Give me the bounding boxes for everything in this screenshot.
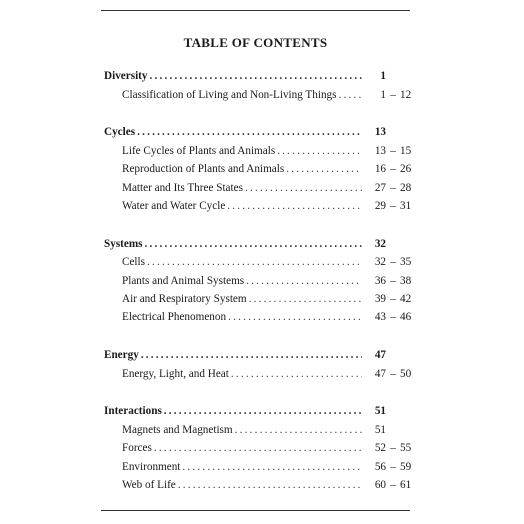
range-dash: – [390, 163, 396, 176]
entry-title: Energy, Light, and Heat [122, 367, 229, 380]
dot-leader [245, 182, 362, 194]
start-page: 27 [374, 181, 386, 194]
bottom-rule [101, 510, 410, 511]
entry-title: Cells [122, 256, 145, 269]
start-page: 1 [380, 88, 386, 101]
dot-leader [164, 405, 362, 417]
entry-title: Plants and Animal Systems [122, 274, 245, 287]
page-range [366, 126, 420, 138]
start-page: 16 [374, 163, 386, 176]
range-dash: – [390, 181, 396, 194]
section-heading-row[interactable] [104, 349, 420, 367]
end-page: 61 [400, 478, 412, 491]
entry-title: Life Cycles of Plants and Animals [122, 144, 276, 157]
page-number: 47 [374, 348, 386, 361]
dot-leader [141, 349, 362, 361]
dot-leader [150, 70, 363, 82]
page-range [366, 163, 420, 175]
dot-leader [249, 293, 362, 305]
toc-entry[interactable] [104, 163, 420, 181]
page-title: TABLE OF CONTENTS [183, 35, 328, 50]
start-page: 47 [374, 367, 386, 380]
toc-entry[interactable] [104, 424, 420, 442]
dot-leader [228, 311, 362, 323]
toc-entry[interactable] [104, 145, 420, 163]
entry-title: Forces [122, 442, 152, 455]
start-page: 52 [374, 442, 386, 455]
page-range [366, 275, 420, 287]
toc-entry[interactable] [104, 275, 420, 293]
page-range [366, 293, 420, 305]
end-page: 38 [400, 274, 412, 287]
page-number: 51 [374, 405, 386, 418]
range-dash: – [390, 274, 396, 287]
toc-section [104, 405, 420, 497]
range-dash: – [390, 460, 396, 473]
page-range [366, 145, 420, 157]
end-page: 12 [400, 88, 412, 101]
toc-entry[interactable] [104, 182, 420, 200]
toc-entry[interactable] [104, 368, 420, 386]
start-page: 43 [374, 311, 386, 324]
top-rule [101, 10, 410, 11]
toc-entry[interactable] [104, 479, 420, 497]
page-range [366, 442, 420, 454]
start-page: 36 [374, 274, 386, 287]
page-range [366, 461, 420, 473]
entry-title: Web of Life [122, 478, 176, 491]
start-page: 39 [374, 293, 386, 306]
dot-leader [227, 200, 362, 212]
entry-title: Electrical Phenomenon [122, 311, 227, 324]
end-page: 55 [400, 442, 412, 455]
section-heading-row[interactable] [104, 126, 420, 144]
range-dash: – [390, 442, 396, 455]
range-dash: – [390, 293, 396, 306]
toc-section [104, 70, 420, 107]
start-page: 32 [374, 256, 386, 269]
range-dash: – [390, 88, 396, 101]
end-page: 50 [400, 367, 412, 380]
page-number: 13 [374, 126, 386, 139]
section-heading: Interactions [104, 405, 162, 418]
page-range [366, 182, 420, 194]
dot-leader [246, 275, 362, 287]
page-range [366, 256, 420, 268]
section-heading: Energy [104, 348, 139, 361]
table-of-contents [104, 70, 420, 516]
section-heading-row[interactable] [104, 405, 420, 423]
end-page: 42 [400, 293, 412, 306]
range-dash: – [390, 311, 396, 324]
range-dash: – [390, 256, 396, 269]
dot-leader [178, 479, 362, 491]
start-page: 56 [374, 460, 386, 473]
entry-title: Environment [122, 460, 181, 473]
dot-leader [137, 126, 362, 138]
section-heading-row[interactable] [104, 238, 420, 256]
range-dash: – [390, 367, 396, 380]
page-range [366, 200, 420, 212]
toc-entry[interactable] [104, 311, 420, 329]
toc-section [104, 126, 420, 218]
end-page: 59 [400, 460, 412, 473]
dot-leader [286, 163, 362, 175]
dot-leader [147, 256, 362, 268]
page-range [366, 311, 420, 323]
page-range [366, 424, 420, 436]
section-heading-row[interactable] [104, 70, 420, 88]
toc-entry[interactable] [104, 461, 420, 479]
toc-section [104, 349, 420, 386]
toc-entry[interactable] [104, 200, 420, 218]
end-page: 46 [400, 311, 412, 324]
section-heading: Systems [104, 237, 143, 250]
entry-title: Air and Respiratory System [122, 293, 247, 306]
page-range [366, 238, 420, 250]
page-range [366, 479, 420, 491]
dot-leader [154, 442, 362, 454]
entry-title: Water and Water Cycle [122, 200, 226, 213]
toc-entry[interactable] [104, 293, 420, 311]
dot-leader [339, 89, 362, 101]
page-range [366, 349, 420, 361]
dot-leader [145, 238, 362, 250]
end-page: 28 [400, 181, 412, 194]
entry-title: Reproduction of Plants and Animals [122, 163, 285, 176]
end-page: 35 [400, 256, 412, 269]
range-dash: – [390, 478, 396, 491]
start-page: 13 [374, 144, 386, 157]
page-range [366, 70, 420, 82]
dot-leader [235, 424, 362, 436]
dot-leader [231, 368, 362, 380]
toc-entry[interactable] [104, 89, 420, 107]
end-page: 15 [400, 144, 412, 157]
toc-entry[interactable] [104, 256, 420, 274]
entry-title: Magnets and Magnetism [122, 423, 233, 436]
range-dash: – [390, 200, 396, 213]
end-page: 26 [400, 163, 412, 176]
page-number: 1 [380, 70, 386, 82]
entry-title: Classification of Living and Non-Living Things [122, 88, 337, 101]
dot-leader [182, 461, 362, 473]
section-heading: Cycles [104, 126, 136, 139]
range-dash: – [390, 144, 396, 157]
end-page [400, 424, 414, 436]
toc-entry[interactable] [104, 442, 420, 460]
toc-section [104, 238, 420, 330]
entry-title: Matter and Its Three States [122, 181, 243, 194]
range-dash [386, 424, 400, 436]
page-number: 32 [374, 237, 386, 250]
section-heading: Diversity [104, 70, 148, 82]
start-page: 29 [374, 200, 386, 213]
start-page: 51 [374, 423, 386, 436]
start-page: 60 [374, 478, 386, 491]
end-page: 31 [400, 200, 412, 213]
dot-leader [277, 145, 362, 157]
page-range [366, 405, 420, 417]
page-range [366, 89, 420, 101]
page-range [366, 368, 420, 380]
